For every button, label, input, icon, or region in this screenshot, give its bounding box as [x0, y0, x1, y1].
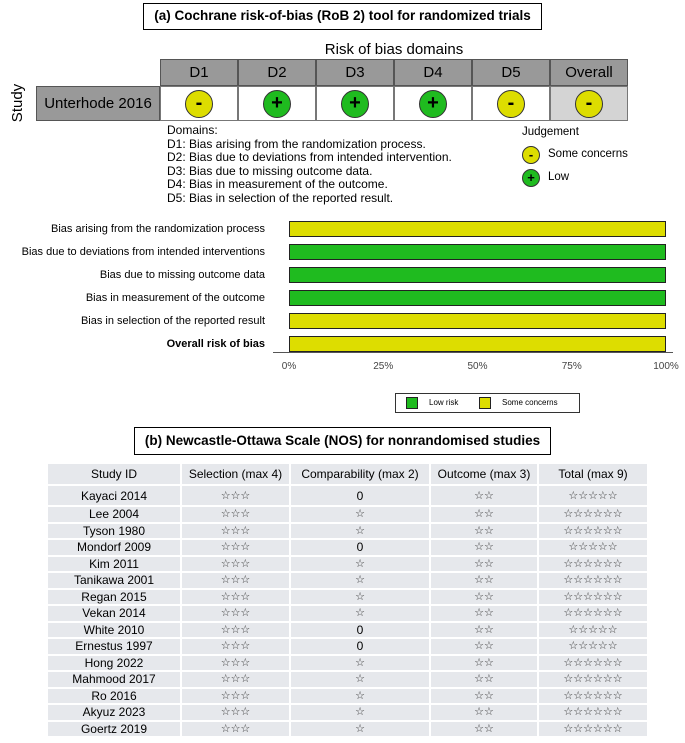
table-row: [47, 589, 648, 606]
score-cell: ☆: [290, 721, 430, 738]
study-axis-label: Study: [9, 83, 26, 123]
score-cell: ☆: [290, 605, 430, 622]
bar-label: Bias due to missing outcome data: [99, 269, 265, 281]
score-cell: ☆☆: [430, 721, 538, 738]
column-header: Total (max 9): [538, 463, 648, 485]
column-header-d2: D2: [238, 59, 316, 86]
table-row: [47, 506, 648, 523]
score-cell: 0: [290, 539, 430, 556]
score-cell: ☆☆☆☆☆☆: [538, 506, 648, 523]
score-cell: ☆☆☆: [181, 622, 290, 639]
domains-legend: [167, 124, 452, 206]
domains-header: Risk of bias domains: [324, 41, 464, 58]
score-cell: ☆☆☆☆☆☆: [538, 655, 648, 672]
study-id-cell: Mondorf 2009: [47, 539, 181, 556]
score-cell: ☆☆☆: [181, 704, 290, 721]
study-id-cell: Ernestus 1997: [47, 638, 181, 655]
x-tick-label: 100%: [653, 361, 679, 372]
score-cell: ☆☆: [430, 556, 538, 573]
score-cell: ☆: [290, 572, 430, 589]
study-id-cell: Vekan 2014: [47, 605, 181, 622]
study-name-cell: Unterhode 2016: [36, 86, 160, 121]
some-concerns-swatch: [479, 397, 491, 409]
score-cell: ☆☆: [430, 688, 538, 705]
score-cell: ☆: [290, 556, 430, 573]
table-row: [47, 622, 648, 639]
low-risk-legend-label: Low risk: [429, 398, 459, 407]
score-cell: ☆☆: [430, 506, 538, 523]
score-cell: ☆☆: [430, 485, 538, 506]
score-cell: ☆☆☆☆☆: [538, 485, 648, 506]
score-cell: ☆☆☆☆☆☆: [538, 688, 648, 705]
score-cell: ☆☆☆☆☆☆: [538, 605, 648, 622]
low-symbol-icon: +: [522, 169, 540, 187]
bar-some-concerns: [289, 336, 666, 352]
score-cell: ☆☆☆: [181, 556, 290, 573]
some-concerns-legend-label: Some concerns: [548, 148, 628, 160]
table-row: [47, 721, 648, 738]
score-cell: ☆☆: [430, 589, 538, 606]
score-cell: ☆☆☆: [181, 638, 290, 655]
judgement-cell-d3: [316, 86, 394, 121]
study-id-cell: Akyuz 2023: [47, 704, 181, 721]
column-header-d3: D3: [316, 59, 394, 86]
score-cell: ☆☆: [430, 704, 538, 721]
bar-label: Bias in selection of the reported result: [80, 315, 265, 327]
score-cell: ☆☆☆: [181, 655, 290, 672]
x-tick-label: 75%: [561, 361, 582, 372]
table-row: [47, 704, 648, 721]
table-row: [47, 671, 648, 688]
domain-d1: D1: Bias arising from the randomization process.: [167, 136, 426, 151]
bar-label: Overall risk of bias: [166, 338, 265, 350]
score-cell: ☆☆☆: [181, 688, 290, 705]
study-id-cell: Kim 2011: [47, 556, 181, 573]
study-id-cell: Tanikawa 2001: [47, 572, 181, 589]
bar-label: Bias arising from the randomization process: [51, 223, 265, 235]
score-cell: ☆: [290, 704, 430, 721]
score-cell: 0: [290, 638, 430, 655]
score-cell: ☆☆☆☆☆☆: [538, 721, 648, 738]
x-tick-label: 50%: [467, 361, 488, 372]
judgement-legend-title: Judgement: [522, 126, 579, 138]
bar-low-risk: [289, 244, 666, 260]
column-header: Comparability (max 2): [290, 463, 430, 485]
chart-legend: [395, 393, 580, 413]
score-cell: ☆☆☆☆☆: [538, 638, 648, 655]
study-id-cell: Regan 2015: [47, 589, 181, 606]
some-concerns-symbol-icon: -: [522, 146, 540, 164]
domain-d4: D4: Bias in measurement of the outcome.: [167, 177, 388, 192]
score-cell: ☆: [290, 589, 430, 606]
judgement-cell-d2: [238, 86, 316, 121]
table-row: [47, 556, 648, 573]
some-concerns-icon: -: [575, 90, 603, 118]
score-cell: ☆☆☆: [181, 523, 290, 540]
score-cell: ☆: [290, 506, 430, 523]
low-risk-icon: +: [419, 90, 447, 118]
score-cell: ☆☆: [430, 622, 538, 639]
table-row: [47, 688, 648, 705]
study-id-cell: Lee 2004: [47, 506, 181, 523]
low-risk-swatch: [406, 397, 418, 409]
column-header-d1: D1: [160, 59, 238, 86]
score-cell: ☆☆: [430, 671, 538, 688]
score-cell: ☆☆☆: [181, 721, 290, 738]
score-cell: ☆: [290, 671, 430, 688]
score-cell: ☆: [290, 523, 430, 540]
judgement-cell-overall: [550, 86, 628, 121]
study-id-cell: White 2010: [47, 622, 181, 639]
study-id-cell: Goertz 2019: [47, 721, 181, 738]
column-header: Selection (max 4): [181, 463, 290, 485]
score-cell: ☆: [290, 688, 430, 705]
column-header: Study ID: [47, 463, 181, 485]
part-a-title: (a) Cochrane risk-of-bias (RoB 2) tool for randomized trials: [143, 3, 542, 30]
judgement-cell-d5: [472, 86, 550, 121]
table-row: [47, 485, 648, 506]
bar-low-risk: [289, 290, 666, 306]
low-risk-icon: +: [341, 90, 369, 118]
study-id-cell: Hong 2022: [47, 655, 181, 672]
table-row: [47, 523, 648, 540]
column-header: Outcome (max 3): [430, 463, 538, 485]
score-cell: ☆☆☆: [181, 671, 290, 688]
score-cell: ☆☆: [430, 523, 538, 540]
score-cell: ☆☆: [430, 638, 538, 655]
study-id-cell: Tyson 1980: [47, 523, 181, 540]
some-concerns-icon: -: [497, 90, 525, 118]
score-cell: ☆☆☆: [181, 506, 290, 523]
table-row: [47, 655, 648, 672]
table-row: [47, 539, 648, 556]
score-cell: ☆☆☆☆☆☆: [538, 556, 648, 573]
score-cell: ☆☆☆: [181, 572, 290, 589]
part-a-title-wrap: [0, 3, 685, 30]
domain-d2: D2: Bias due to deviations from intended intervention.: [167, 150, 452, 165]
bar-some-concerns: [289, 221, 666, 237]
x-axis-line: [273, 352, 673, 353]
study-id-cell: Kayaci 2014: [47, 485, 181, 506]
bar-some-concerns: [289, 313, 666, 329]
score-cell: 0: [290, 485, 430, 506]
score-cell: ☆☆: [430, 539, 538, 556]
table-row: [47, 638, 648, 655]
score-cell: ☆☆☆: [181, 589, 290, 606]
score-cell: ☆☆☆☆☆: [538, 539, 648, 556]
bar-label: Bias in measurement of the outcome: [85, 292, 265, 304]
judgement-cell-d4: [394, 86, 472, 121]
some-concerns-icon: -: [185, 90, 213, 118]
judgement-cell-d1: [160, 86, 238, 121]
nos-table: [46, 462, 649, 738]
some-concerns-chart-legend-label: Some concerns: [502, 398, 558, 407]
domains-title: Domains:: [167, 123, 218, 137]
part-b-title: (b) Newcastle-Ottawa Scale (NOS) for nonrandomised studies: [134, 427, 551, 455]
table-row: [47, 605, 648, 622]
score-cell: ☆☆☆: [181, 605, 290, 622]
study-id-cell: Mahmood 2017: [47, 671, 181, 688]
score-cell: 0: [290, 622, 430, 639]
part-b-title-wrap: [0, 427, 685, 455]
column-header-overall: Overall: [550, 59, 628, 86]
study-id-cell: Ro 2016: [47, 688, 181, 705]
score-cell: ☆☆☆☆☆☆: [538, 572, 648, 589]
score-cell: ☆☆: [430, 605, 538, 622]
bar-label: Bias due to deviations from intended interventions: [21, 246, 265, 258]
score-cell: ☆☆☆☆☆☆: [538, 704, 648, 721]
x-tick-label: 0%: [281, 361, 297, 372]
column-header-d5: D5: [472, 59, 550, 86]
score-cell: ☆☆: [430, 572, 538, 589]
score-cell: ☆☆☆☆☆☆: [538, 589, 648, 606]
low-risk-icon: +: [263, 90, 291, 118]
domain-d5: D5: Bias in selection of the reported result.: [167, 190, 394, 205]
low-legend-label: Low: [548, 171, 570, 183]
table-row: [47, 572, 648, 589]
score-cell: ☆☆☆☆☆: [538, 622, 648, 639]
score-cell: ☆☆☆: [181, 485, 290, 506]
score-cell: ☆☆☆: [181, 539, 290, 556]
score-cell: ☆☆☆☆☆☆: [538, 523, 648, 540]
score-cell: ☆: [290, 655, 430, 672]
column-header-d4: D4: [394, 59, 472, 86]
score-cell: ☆☆☆☆☆☆: [538, 671, 648, 688]
domain-d3: D3: Bias due to missing outcome data.: [167, 163, 373, 178]
bar-low-risk: [289, 267, 666, 283]
score-cell: ☆☆: [430, 655, 538, 672]
x-tick-label: 25%: [373, 361, 394, 372]
